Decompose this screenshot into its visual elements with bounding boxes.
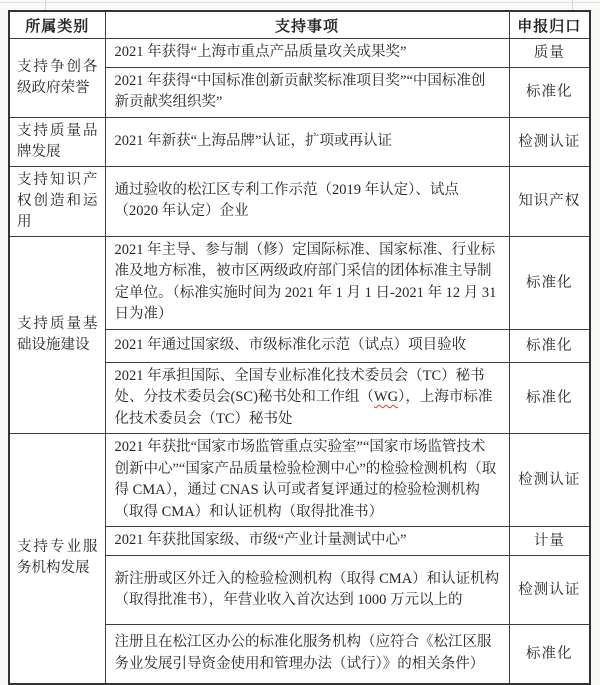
support-item-cell: 注册且在松江区办公的标准化服务机构（应符合《松江区服务业发展引导资金使用和管理办法（试行）》的相关条件） (105, 625, 509, 684)
support-item-cell: 2021 年获批国家级、市级“产业计量测试中心” (105, 527, 509, 556)
dept-cell: 检测认证 (509, 117, 590, 166)
table-row (9, 236, 590, 329)
spellcheck-underline: WG (373, 389, 399, 405)
support-item-cell: 2021 年新获“上海品牌”认证，扩项或再认证 (105, 117, 509, 166)
category-cell: 支持知识产权创造和运用 (9, 166, 105, 236)
dept-cell: 知识产权 (509, 166, 590, 236)
support-item-cell: 2021 年获批“国家市场监管重点实验室”“国家市场监管技术创新中心”“国家产品质量检验检测中心”的检验检测机构（取得 CMA），通过 CNAS 认可或者复评通过的检验检测机构（取得 CMA）和认证机构（取得批准书） (105, 434, 509, 527)
support-table-body (9, 39, 590, 684)
table-row (9, 434, 590, 527)
dept-cell: 标准化 (509, 362, 590, 434)
grid-line-horizontal (0, 2, 600, 3)
support-item-cell: 新注册或区外迁入的检验检测机构（取得 CMA）和认证机构（取得批准书），年营业收入首次达到 1000 万元以上的 (105, 556, 509, 625)
dept-cell: 标准化 (509, 625, 590, 684)
table-row (9, 166, 590, 236)
header-dept: 申报归口 (509, 11, 590, 39)
header-category: 所属类别 (9, 11, 105, 39)
header-row (9, 11, 590, 39)
support-item-cell: 2021 年获得“中国标准创新贡献奖标准项目奖”“中国标准创新贡献奖组织奖” (105, 67, 509, 117)
support-item-cell: 2021 年主导、参与制（修）定国际标准、国家标准、行业标准及地方标准，被市区两级政府部门采信的团体标准主导制定单位。（标准实施时间为 2021 年 1 月 1 日-2021 年 12 月 31 日为准） (105, 236, 509, 329)
table-row (9, 117, 590, 166)
grid-line-vertical-right (572, 0, 573, 10)
category-cell: 支持质量基础设施建设 (9, 236, 105, 434)
table-row (9, 39, 590, 68)
support-item-cell: 2021 年承担国际、全国专业标准化技术委员会（TC）秘书处、分技术委员会(SC)秘书处和工作组（WG），上海市标准化技术委员会（TC）秘书处 (105, 362, 509, 434)
support-item-cell: 通过验收的松江区专利工作示范（2019 年认定）、试点（2020 年认定）企业 (105, 166, 509, 236)
support-item-cell: 2021 年获得“上海市重点产品质量攻关成果奖” (105, 39, 509, 68)
dept-cell: 检测认证 (509, 434, 590, 527)
dept-cell: 标准化 (509, 236, 590, 329)
category-cell: 支持质量品牌发展 (9, 117, 105, 166)
dept-cell: 检测认证 (509, 556, 590, 625)
dept-cell: 标准化 (509, 67, 590, 117)
category-cell: 支持争创各级政府荣誉 (9, 39, 105, 118)
dept-cell: 质量 (509, 39, 590, 68)
dept-cell: 标准化 (509, 329, 590, 362)
category-cell: 支持专业服务机构发展 (9, 434, 105, 684)
support-policy-table (8, 10, 591, 685)
dept-cell: 计量 (509, 527, 590, 556)
support-item-cell: 2021 年通过国家级、市级标准化示范（试点）项目验收 (105, 329, 509, 362)
grid-line-vertical-left (45, 0, 46, 10)
header-item: 支持事项 (105, 11, 509, 39)
